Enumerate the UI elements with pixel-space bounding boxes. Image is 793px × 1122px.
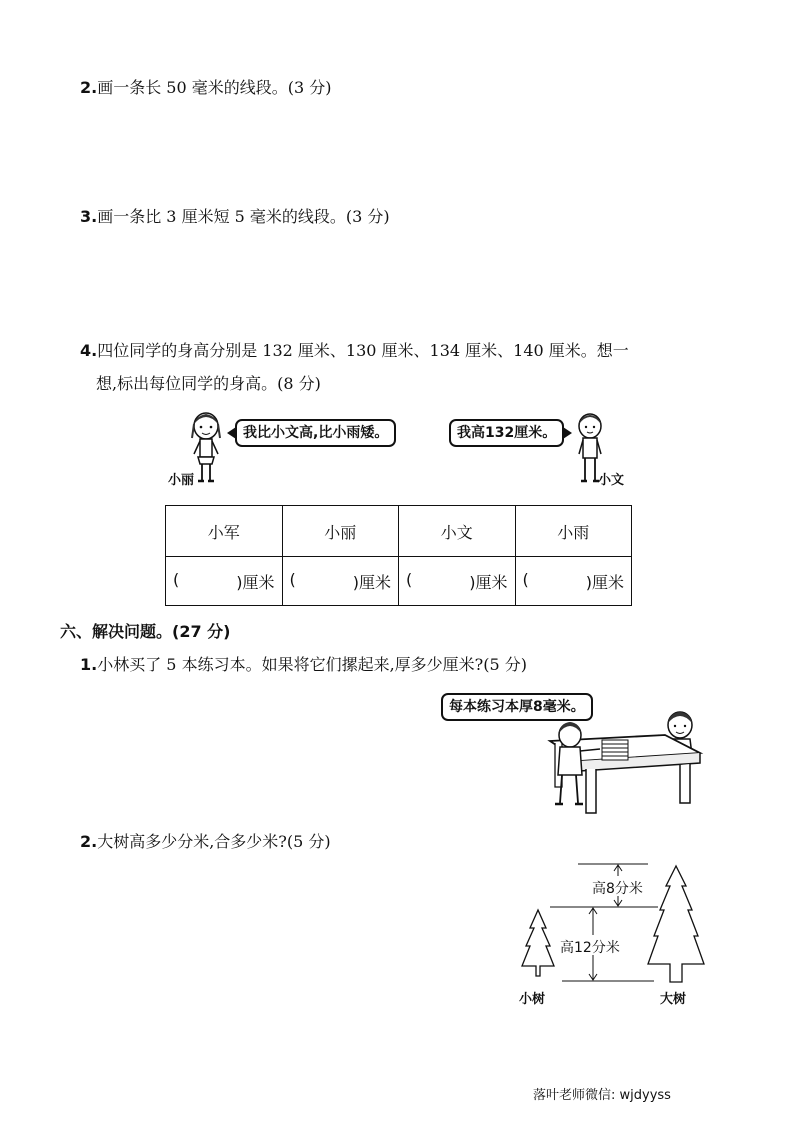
answer-cell-xiaoyu[interactable]: ( )厘米 (515, 557, 632, 606)
question-text: 画一条长 50 毫米的线段。(3 分) (97, 78, 332, 97)
bubble-text: 我高132厘米。 (457, 425, 557, 441)
name-label-xiaowen: 小文 (598, 473, 625, 488)
question-2 (80, 78, 332, 98)
problem-1 (80, 655, 527, 675)
question-text: 四位同学的身高分别是 132 厘米、130 厘米、134 厘米、140 厘米。想一 (97, 341, 629, 360)
table-answer-row (166, 557, 632, 606)
speech-bubble-left (235, 419, 396, 447)
footer-note: 落叶老师微信: wjdyyss (533, 1088, 671, 1103)
lower-height-label: 高12分米 (560, 940, 620, 956)
bubble-text: 我比小文高,比小雨矮。 (243, 425, 389, 441)
speech-bubble-right (449, 419, 564, 447)
table-header-row (166, 506, 632, 557)
question-number: 2. (80, 832, 98, 851)
bubble-text: 每本练习本厚8毫米。 (449, 699, 585, 715)
question-number: 1. (80, 655, 98, 674)
answer-cell-xiaoli[interactable]: ( )厘米 (282, 557, 399, 606)
question-number: 3. (80, 207, 98, 226)
table-header-cell: 小丽 (282, 506, 399, 557)
answer-cell-xiaowen[interactable]: ( )厘米 (399, 557, 516, 606)
section-6-title: 六、解决问题。(27 分) (60, 622, 231, 641)
table-header-cell: 小雨 (515, 506, 632, 557)
desk-scene-illustration (540, 695, 710, 820)
upper-height-label: 高8分米 (592, 881, 643, 897)
question-4-line-2: 想,标出每位同学的身高。(8 分) (96, 374, 321, 393)
table-header-cell: 小军 (166, 506, 283, 557)
question-4-line-1 (80, 341, 629, 361)
problem-2 (80, 832, 331, 852)
big-tree-label: 大树 (660, 992, 687, 1007)
question-number: 2. (80, 78, 98, 97)
table-header-cell: 小文 (399, 506, 516, 557)
question-text: 小林买了 5 本练习本。如果将它们摞起来,厚多少厘米?(5 分) (97, 655, 527, 674)
name-label-xiaoli: 小丽 (168, 473, 195, 488)
question-3 (80, 207, 390, 227)
question-number: 4. (80, 341, 98, 360)
question-text: 画一条比 3 厘米短 5 毫米的线段。(3 分) (97, 207, 390, 226)
answer-cell-xiaojun[interactable]: ( )厘米 (166, 557, 283, 606)
question-text: 大树高多少分米,合多少米?(5 分) (97, 832, 331, 851)
height-table (165, 505, 632, 606)
small-tree-label: 小树 (519, 992, 546, 1007)
